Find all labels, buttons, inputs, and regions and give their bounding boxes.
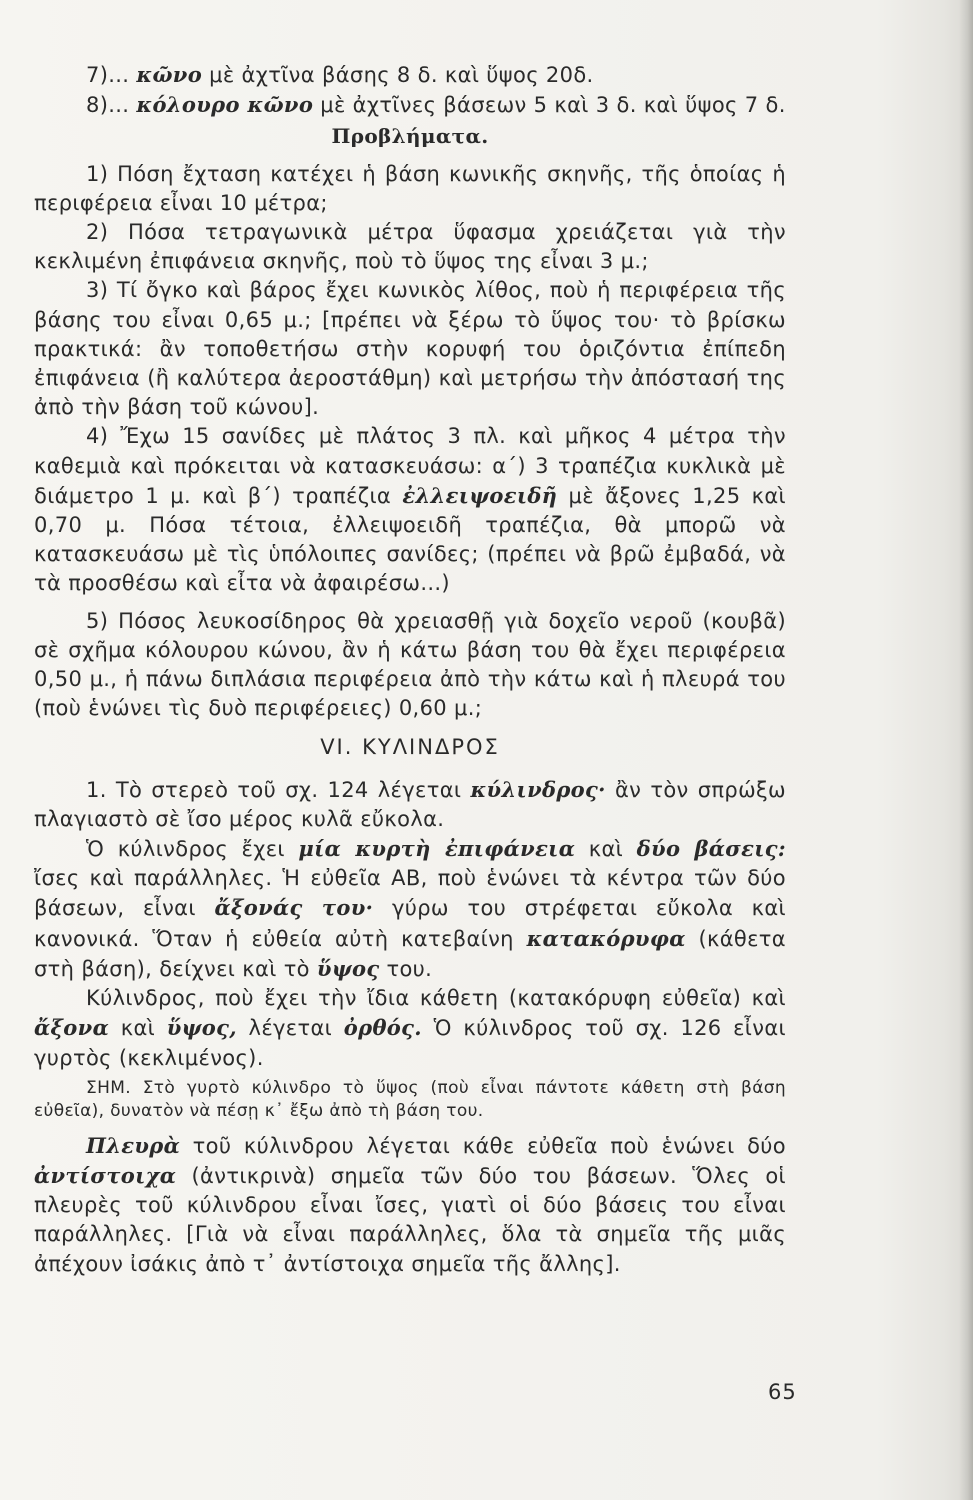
problem-4-text-a: 4) Ἔχω 15 σανίδες μὲ πλάτος 3 πλ. καὶ μῆκος 4 μέτρα τὴν καθεμιὰ καὶ πρόκειται νὰ κατασκευάσω: α΄) 3 τραπέζια κυκλικὰ μὲ διάμετρο 1 μ. καὶ β΄) τραπέζια [34, 424, 786, 508]
problem-5: 5) Πόσος λευκοσίδηρος θὰ χρειασθῇ γιὰ δοχεῖο νεροῦ (κουβᾶ) σὲ σχῆμα κόλουρου κώνου, ἂν ἡ κάτω βάση του θὰ ἔχει περιφέρεια 0,50 μ., ἡ πάνω διπλάσια περιφέρεια ἀπὸ τὴν κάτω καὶ ἡ πλευρά του (ποὺ ἑνώνει τὶς δυὸ περιφέρειες) 0,60 μ.; [34, 608, 786, 721]
cylinder-paragraph-3 [34, 984, 786, 1073]
problem-4 [34, 422, 786, 598]
cyl3-text-b: καὶ [109, 1016, 167, 1041]
exercise-8 [34, 90, 786, 120]
cyl2-term-bases: δύο βάσεις: [636, 836, 786, 862]
problem-2: 2) Πόσα τετραγωνικὰ μέτρα ὕφασμα χρειάζεται γιὰ τὴν κεκλιμένη ἐπιφάνεια σκηνῆς, ποὺ τὸ ὕψος της εἶναι 3 μ.; [34, 220, 786, 274]
page-number: 65 [768, 1380, 797, 1404]
cyl3-term-height: ὕψος, [166, 1015, 237, 1041]
cyl3-term-right: ὀρθός. [343, 1015, 422, 1041]
exercise-7-text: μὲ ἀχτῖνα βάσης 8 δ. καὶ ὕψος 20δ. [202, 63, 594, 87]
cylinder-paragraph-2 [34, 834, 786, 984]
cyl3-term-axis: ἄξονα [34, 1015, 110, 1041]
exercise-8-number: 8)... [86, 93, 137, 118]
problem-4-text-b: μὲ ἄξονες 1,25 καὶ 0,70 μ. Πόσα τέτοια, ἐλλειψοειδῆ τραπέζια, θὰ μπορῶ νὰ κατασκευάσω μὲ τὶς ὑπόλοιπες σανίδες; (πρέπει νὰ βρῶ ἐμβαδά, νὰ τὰ προσθέσω καὶ εἶτα νὰ ἀφαιρέσω...) [34, 483, 786, 596]
cylinder-paragraph-4 [34, 1131, 786, 1279]
cyl1-text-b: ἂν τὸν σπρώξω πλαγιαστὸ σὲ ἴσο μέρος κυλᾶ εὔκολα. [34, 777, 786, 831]
cyl2-term-surface: μία κυρτὴ ἐπιφάνεια [298, 836, 576, 862]
cyl3-text-d: Ὁ κύλινδρος τοῦ σχ. 126 εἶναι γυρτὸς (κεκλιμένος). [34, 1016, 786, 1070]
cyl2-text-a: Ὁ κύλινδρος ἔχει [86, 837, 299, 862]
note: ΣΗΜ. Στὸ γυρτὸ κύλινδρο τὸ ὕψος (ποὺ εἶναι πάντοτε κάθετη στὴ βάση εὐθεῖα), δυνατὸν νὰ πέσῃ κ᾽ ἔξω ἀπὸ τὴ βάση του. [34, 1077, 786, 1121]
cyl1-term: κύλινδρος· [470, 776, 606, 802]
cyl3-text-c: λέγεται [236, 1016, 344, 1041]
section-title: VI. ΚΥΛΙΝΔΡΟΣ [320, 735, 500, 760]
cyl2-text-d: γύρω του στρέφεται εὔκολα καὶ κανονικά. Ὅταν ἡ εὐθεία αὐτὴ κατεβαίνη [34, 896, 786, 951]
problem-4-term: ἐλλειψοειδῆ [402, 482, 558, 508]
exercise-8-term: κόλουρο κῶνο [136, 92, 314, 118]
exercise-8-text: μὲ ἀχτῖνες βάσεων 5 καὶ 3 δ. καὶ ὕψος 7 δ. [313, 93, 786, 118]
problems-title: Προβλήματα. [331, 124, 489, 149]
page-edge-shadow [959, 0, 973, 1500]
cyl4-text-a: τοῦ κύλινδρου λέγεται κάθε εὐθεῖα ποὺ ἑνώνει δύο [180, 1133, 786, 1158]
cyl1-text-a: 1. Τὸ στερεὸ τοῦ σχ. 124 λέγεται [86, 777, 471, 802]
cyl4-term-corresponding: ἀντίστοιχα [34, 1162, 177, 1188]
exercise-7-term: κῶνο [136, 62, 203, 87]
cyl2-term-axis: ἄξονάς του· [214, 895, 374, 921]
cyl4-term-side: Πλευρὰ [86, 1132, 181, 1158]
cyl4-text-b: (ἀντικρινὰ) σημεῖα τῶν δύο του βάσεων. Ὅλες οἱ πλευρὲς τοῦ κύλινδρου εἶναι ἴσες, γιατὶ οἱ δύο βάσεις του εἶναι παράλληλες. [Γιὰ νὰ εἶναι παράλληλες, ὅλα τὰ σημεῖα τῆς μιᾶς ἀπέχουν ἰσάκις ἀπὸ τ᾽ ἀντίστοιχα σημεῖα τῆς ἄλλης]. [34, 1163, 786, 1276]
exercise-7-number: 7)... [86, 63, 137, 87]
problem-3: 3) Τί ὄγκο καὶ βάρος ἔχει κωνικὸς λίθος, ποὺ ἡ περιφέρεια τῆς βάσης του εἶναι 0,65 μ.; [πρέπει νὰ ξέρω τὸ ὕψος του· τὸ βρίσκω πρακτικά: ἂν τοποθετήσω στὴν κορυφή του ὁριζόντια ἐπίπεδη ἐπιφάνεια (ἢ καλύτερα ἀεροστάθμη) καὶ μετρήσω τὴν ἀπόστασή της ἀπὸ τὴν βάση τοῦ κώνου]. [34, 278, 786, 420]
cyl2-text-f: του. [379, 956, 433, 981]
cyl3-text-a: Κύλινδρος, ποὺ ἔχει τὴν ἴδια κάθετη (κατακόρυφη εὐθεῖα) καὶ [86, 986, 786, 1011]
cyl2-text-c: ἴσες καὶ παράλληλες. Ἡ εὐθεῖα ΑΒ, ποὺ ἑνώνει τὰ κέντρα τῶν δύο βάσεων, εἶναι [34, 866, 786, 921]
cyl2-text-b: καὶ [575, 837, 637, 862]
cyl2-term-vertical: κατακόρυφα [526, 925, 686, 951]
cylinder-paragraph-1 [34, 775, 786, 834]
cyl2-term-height: ὕψος [316, 955, 380, 981]
exercise-7 [34, 60, 786, 90]
page-content [34, 60, 786, 1279]
problem-1: 1) Πόση ἔχταση κατέχει ἡ βάση κωνικῆς σκηνῆς, τῆς ὁποίας ἡ περιφέρεια εἶναι 10 μέτρα; [34, 161, 786, 215]
cyl2-text-e: (κάθετα στὴ βάση), δείχνει καὶ τὸ [34, 926, 786, 981]
